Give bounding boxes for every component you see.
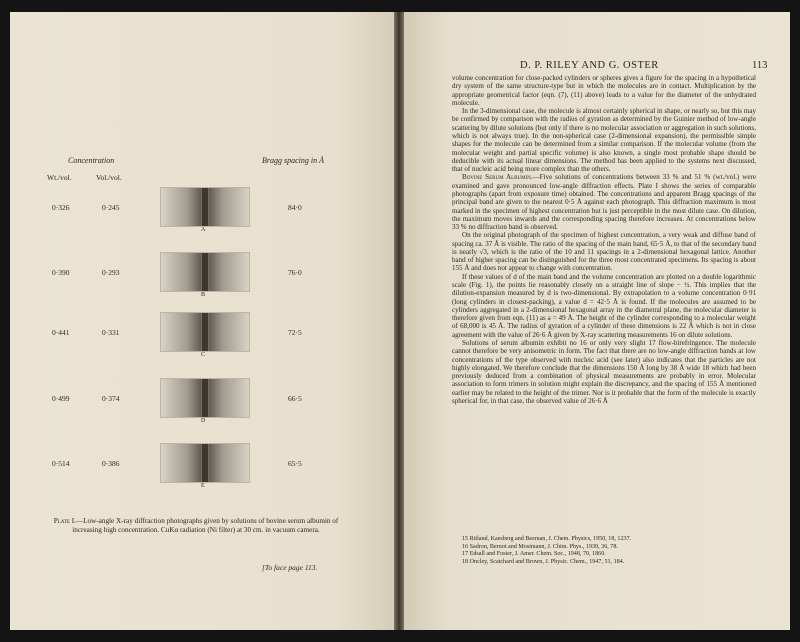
bragg-value: 72·5 (288, 328, 302, 337)
bragg-value: 66·5 (288, 394, 302, 403)
bragg-value: 76·0 (288, 268, 302, 277)
photo-letter: E (201, 483, 205, 489)
plate-row (0, 187, 384, 239)
bragg-spacing-header: Bragg spacing in Å (262, 156, 324, 165)
paragraph-text: —Five solutions of concentrations between 33 % and 51 % (wt./vol.) were examined and gave pronounced low-angle diffraction effects. Plate I shows the series of comparable photographs (apart from exposure time) obtained. The concentrations and apparent Bragg spacings of the principal band are given to the nearest 0·5 Å against each photograph. This diffraction maximum is most marked in the specimen of highest concentration but is just perceptible in the most dilute case. On dilution, the maximum moves inwards and the corresponding spacing therefore increases. At concentrations below 33 % no diffraction band is observed. (452, 173, 756, 232)
photo-letter: C (201, 352, 206, 358)
beam-stop-shadow (202, 379, 208, 417)
reference-item: 17 Edsall and Foster, J. Amer. Chem. Soc., 1948, 70, 1860. (462, 551, 606, 558)
wt-vol-value: 0·441 (52, 328, 70, 337)
page-number: 113 (752, 60, 768, 71)
diffraction-photo (160, 378, 250, 418)
wt-vol-header: Wt./vol. (47, 173, 72, 182)
paragraph: On the original photograph of the specimen of highest concentration, a very weak and diffuse band of spacing ca. 37 Å is visible. The ratio of the spacing of the main band, 65·5 Å, to that of the secondary band is nearly √3, which is the ratio of the 10 and 11 spacings in a 2-dimensional hexagonal lattice. Another band of higher spacing can be distinguished for the three most concentrated specimens. Its spacing is about 155 Å and does not appear to change with concentration. (452, 231, 756, 273)
paragraph: volume concentration for close-packed cylinders or spheres gives a figure for the spacing in a hypothetical dry system of the same structure-type but in which the molecules are in contact. Multiplication by the appropriate geometrical factor (eqn. (7), (11) above) leads to a value for the diameter of the unhydrated molecule. (452, 74, 756, 107)
bragg-value: 65·5 (288, 459, 302, 468)
plate-row (0, 252, 384, 304)
reference-item: 15 Ritland, Kaesberg and Beeman, J. Chem. Physics, 1950, 18, 1237. (462, 536, 632, 542)
plate-row (0, 443, 384, 495)
section-lead: Bovine Serum Albumin. (462, 173, 533, 182)
vol-vol-value: 0·245 (102, 203, 120, 212)
plate-caption (46, 517, 346, 535)
paragraph: Solutions of serum albumin exhibit no 16 or only very slight 17 flow-birefringence. The molecule cannot therefore be very anisometric in form. The fact that there are no low-angle diffraction bands at low concentrations of the type observed with nucleic acid (see later) also indicates that the particles are not highly elongated. We therefore conclude that the dimensions 150 Å long by 38 Å wide 18 which had been previously deduced from a combination of physical measurements are probably in error. Molecular association to form trimers in solution might explain the discrepancy, and the spacing of 155 Å mentioned earlier may be related to the height of the trimer. Nor is it probable that the form of the molecule is exactly spherical for, in that case, the observed value of 26·6 Å (452, 339, 756, 405)
beam-stop-shadow (202, 253, 208, 291)
vol-vol-value: 0·386 (102, 459, 120, 468)
wt-vol-value: 0·390 (52, 268, 70, 277)
paragraph (452, 173, 756, 231)
diffraction-photo (160, 187, 250, 227)
caption-text: —Low-angle X-ray diffraction photographs given by solutions of bovine serum albumin of increasing high concentration. CuKα radiation (Ni filter) at 30 cm. in vacuum camera. (72, 517, 339, 534)
wt-vol-value: 0·326 (52, 203, 70, 212)
caption-lead: Plate I. (53, 517, 76, 525)
article-body (452, 74, 756, 532)
wt-vol-value: 0·514 (52, 459, 70, 468)
reference-item: 18 Oncley, Scatchard and Brown, J. Physic. Chem., 1947, 51, 184. (462, 558, 625, 565)
plate-row (0, 378, 384, 430)
diffraction-photo (160, 252, 250, 292)
references (462, 536, 758, 566)
photo-letter: A (201, 227, 206, 233)
wt-vol-value: 0·499 (52, 394, 70, 403)
diffraction-photo (160, 312, 250, 352)
vol-vol-value: 0·331 (102, 328, 120, 337)
vol-vol-value: 0·374 (102, 394, 120, 403)
beam-stop-shadow (202, 188, 208, 226)
bragg-value: 84·0 (288, 203, 302, 212)
plate-row (0, 312, 384, 364)
photo-letter: D (201, 418, 206, 424)
reference-item: 16 Sadron, Bernot and Mosimann, J. Chim. Phys., 1939, 36, 78. (462, 543, 618, 550)
running-head: D. P. RILEY AND G. OSTER (520, 60, 659, 71)
paragraph: In the 3-dimensional case, the molecule is almost certainly spherical in shape, or nearly so, but this may be confirmed by comparison with the radius of gyration as determined by the Guinier method of low-angle scattering by dilute solutions (but only if there is no molecular association or aggregation in such solutions, which is not always true). In the non-spherical case (2-dimensional expansion), the permissible simple shapes for the molecule can be determined from a similar comparison. If the molecular volume (from the molecular weight and partial specific volume) is also known, a single most probable shape should be deducible with its actual linear dimensions. The method has been applied to the systems next discussed, that of nucleic acid being more complex than the others. (452, 107, 756, 174)
photo-letter: B (201, 292, 206, 298)
paragraph: If these values of d of the main band and the volume concentration are plotted on a double logarithmic scale (Fig. 1), the points lie reasonably closely on a straight line of slope − ½. This implies that the dilution-expansion measured by d is two-dimensional. By extrapolation to a volume concentration 0·91 (long cylinders in closest-packing), a value d = 42·5 Å is found. If the molecules are assumed to be cylinders aggregated in a 2-dimensional hexagonal array in the diametral plane, the molecular diameter is therefore given from eqn. (11) as a = 49 Å. The height of the cylinder corresponding to a molecular weight of 68,000 is 45 Å. The radius of gyration of a cylinder of these dimensions is 22 Å which is not in close agreement with the value of 26·6 Å given by X-ray scattering measurements 16 on dilute solutions. (452, 272, 756, 339)
vol-vol-value: 0·293 (102, 268, 120, 277)
vol-vol-header: Vol./vol. (96, 173, 122, 182)
face-page-note: [To face page 113. (262, 563, 318, 572)
beam-stop-shadow (202, 313, 208, 351)
diffraction-photo (160, 443, 250, 483)
book-gutter (394, 12, 404, 630)
beam-stop-shadow (202, 444, 208, 482)
concentration-header: Concentration (68, 156, 115, 165)
